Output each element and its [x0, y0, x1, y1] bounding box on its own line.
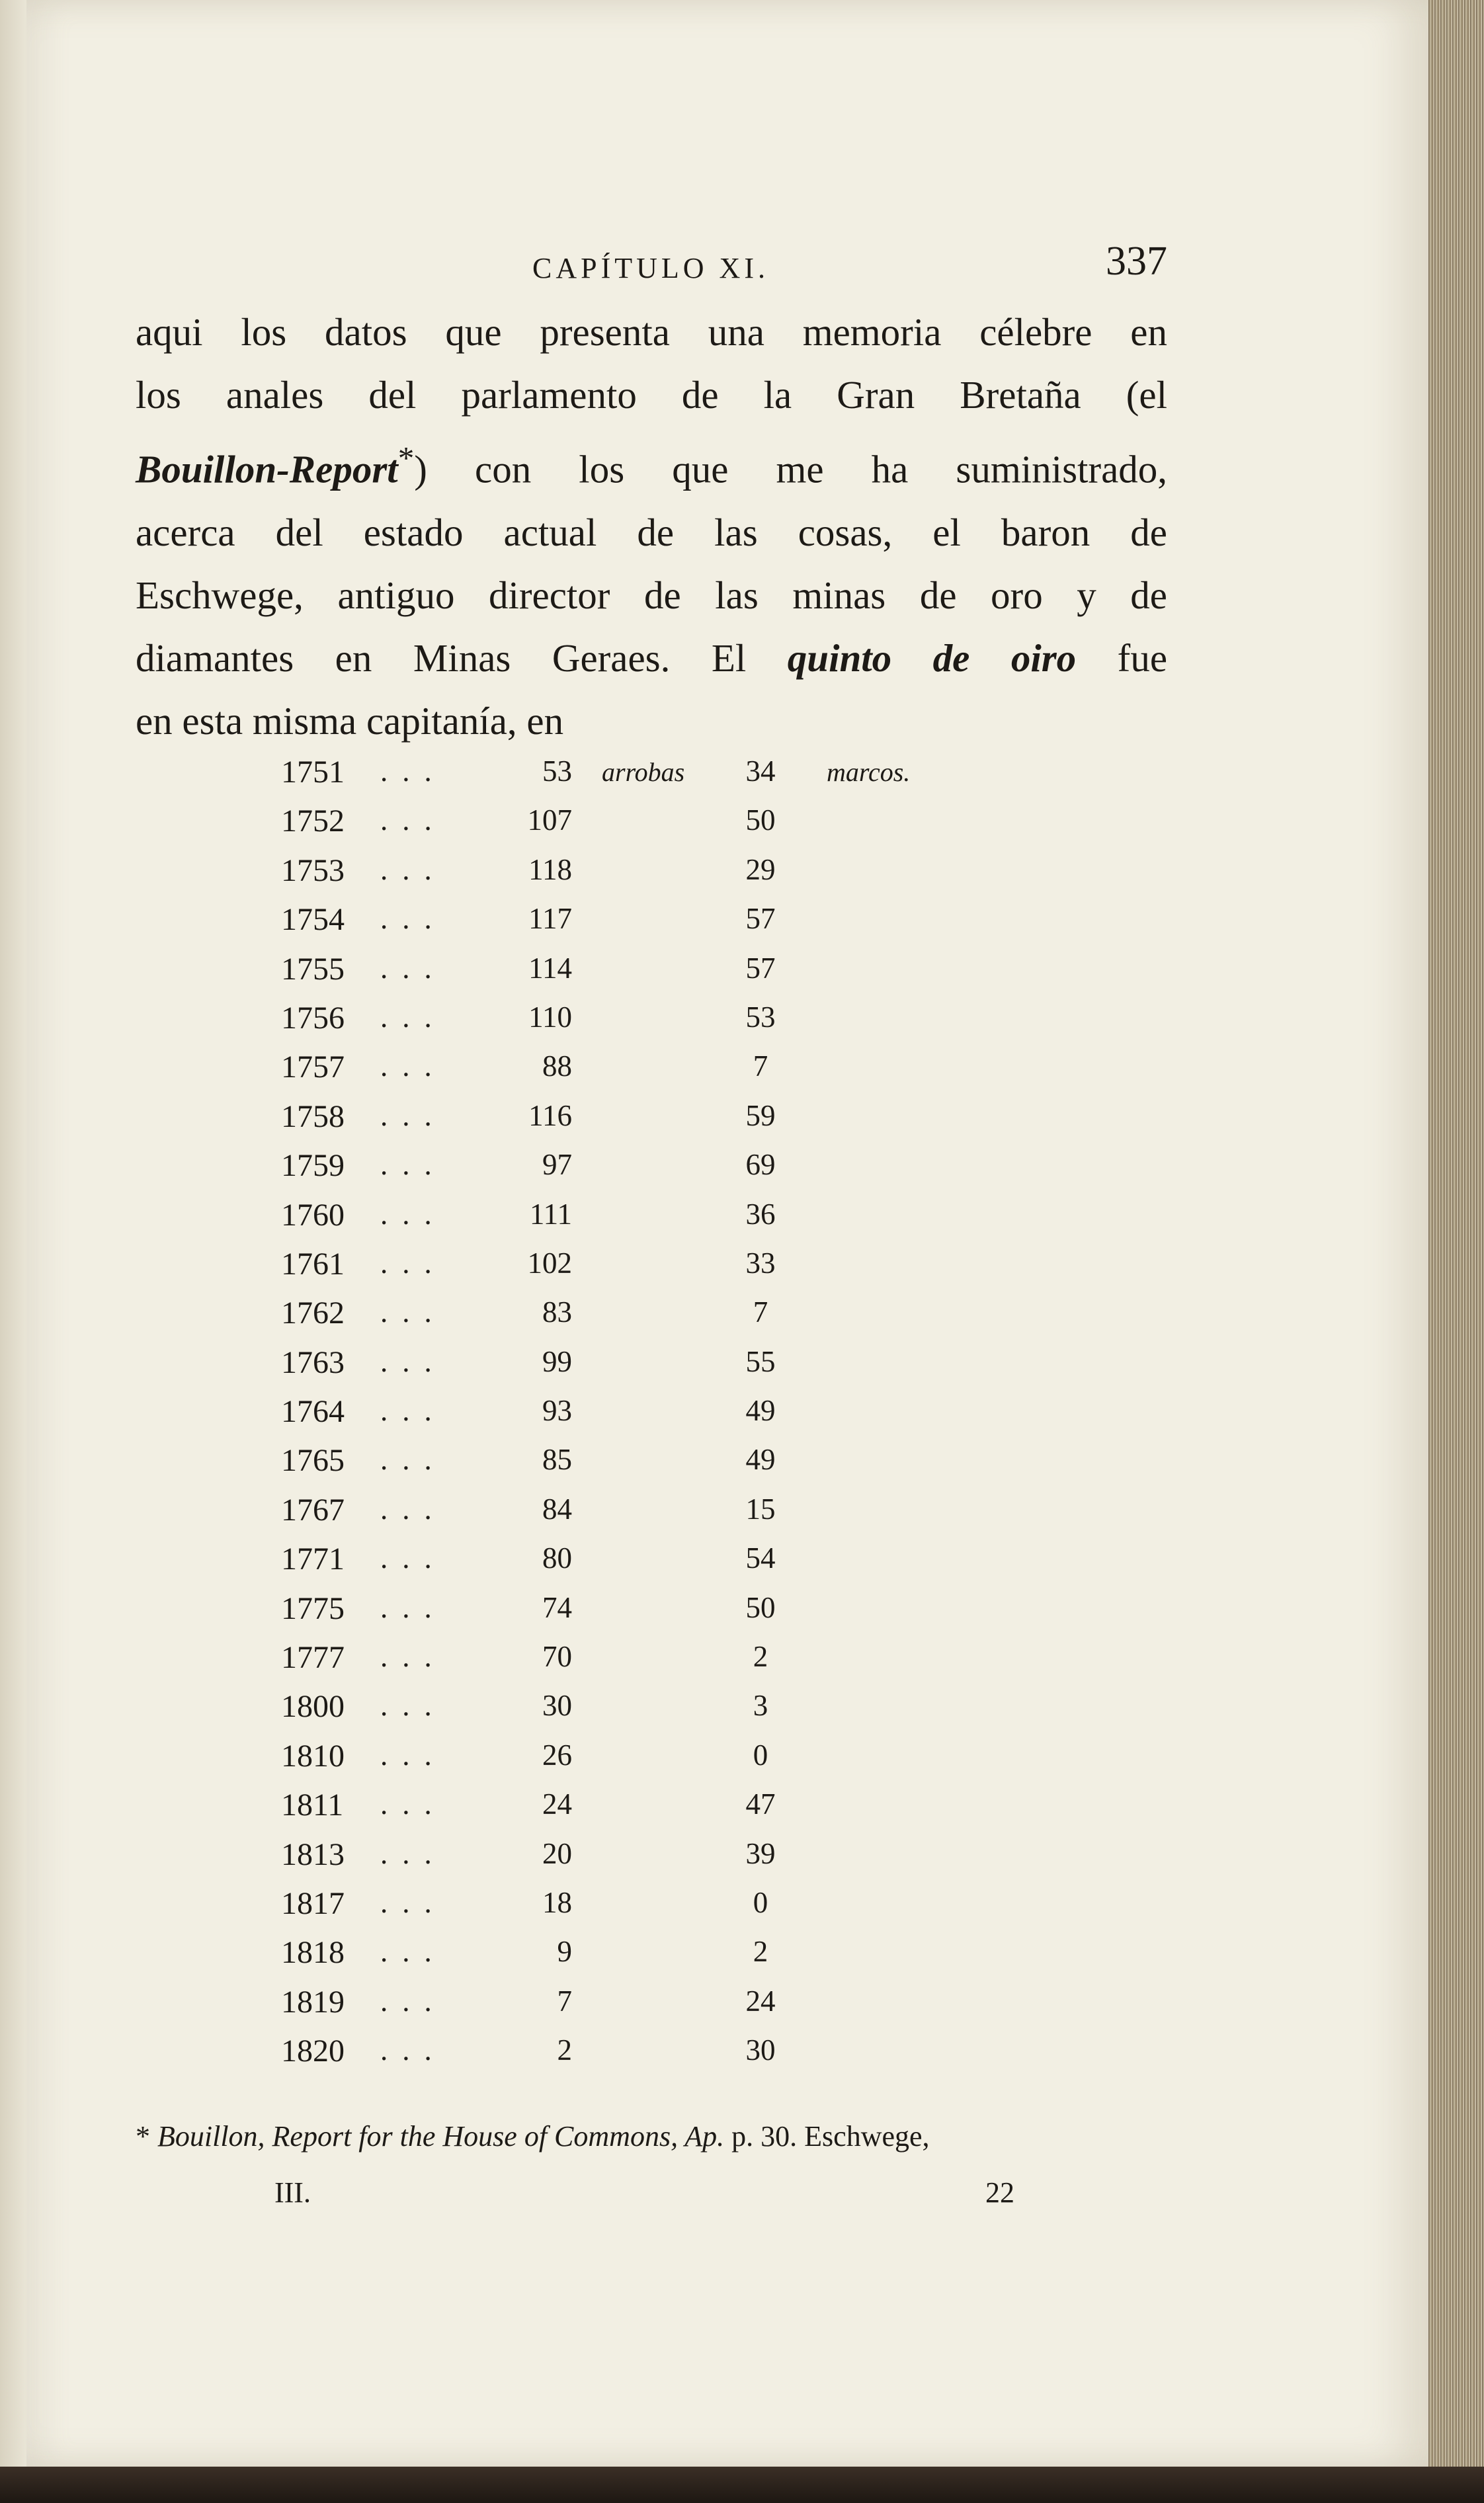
year-cell: 1761: [281, 1246, 345, 1282]
table-row: [268, 1738, 929, 1787]
year-cell: 1762: [281, 1295, 345, 1331]
text-fragment: diamantes en Minas Geraes. El: [136, 636, 747, 680]
arrobas-unit: arrobas: [602, 757, 685, 787]
table-row: [268, 1836, 929, 1885]
arrobas-cell: 107: [527, 803, 572, 837]
arrobas-cell: 9: [557, 1935, 572, 1969]
leader-dots: ...: [380, 1640, 446, 1674]
table-row: [268, 1295, 929, 1344]
leader-dots: ...: [380, 1984, 446, 2018]
year-cell: 1757: [281, 1049, 345, 1085]
marcos-cell: 47: [745, 1787, 776, 1821]
running-head: [136, 238, 1167, 298]
book-spine-edge: [0, 0, 26, 2503]
arrobas-cell: 26: [542, 1738, 572, 1772]
leader-dots: ...: [380, 1443, 446, 1477]
table-row: [268, 1492, 929, 1541]
arrobas-cell: 2: [557, 2033, 572, 2067]
year-cell: 1813: [281, 1836, 345, 1872]
marcos-cell: 59: [745, 1098, 776, 1132]
text-line: Eschwege, antiguo director de las minas de oro y de: [136, 573, 1167, 617]
leader-dots: ...: [380, 951, 446, 985]
arrobas-cell: 20: [542, 1836, 572, 1870]
footnote-citation: Bouillon, Report for the House of Commons, Ap.: [157, 2120, 725, 2153]
table-row: [268, 1984, 929, 2033]
marcos-cell: 57: [745, 902, 776, 936]
year-cell: 1820: [281, 2033, 345, 2069]
leader-dots: ...: [380, 1000, 446, 1034]
marcos-cell: 54: [745, 1541, 776, 1575]
table-row: [268, 852, 929, 901]
arrobas-cell: 97: [542, 1148, 572, 1182]
text-line: aqui los datos que presenta una memoria célebre en: [136, 310, 1167, 354]
text-line: en esta misma capitanía, en: [136, 698, 564, 743]
marcos-cell: 3: [753, 1689, 768, 1723]
table-row: [268, 1393, 929, 1442]
year-cell: 1811: [281, 1787, 344, 1823]
table-row: [268, 901, 929, 950]
year-cell: 1753: [281, 852, 345, 888]
table-row: [268, 1098, 929, 1147]
page-block-edge: [1428, 0, 1484, 2503]
marcos-unit: marcos.: [827, 757, 911, 787]
marcos-cell: 33: [745, 1246, 776, 1280]
table-row: [268, 2033, 929, 2082]
arrobas-cell: 84: [542, 1492, 572, 1526]
arrobas-cell: 99: [542, 1344, 572, 1378]
sheet-signature: 22: [985, 2176, 1014, 2209]
table-row: [268, 1442, 929, 1491]
marcos-cell: 15: [745, 1492, 776, 1526]
arrobas-cell: 85: [542, 1443, 572, 1477]
year-cell: 1754: [281, 902, 345, 938]
table-row: [268, 803, 929, 852]
footnote: [136, 2119, 1167, 2153]
year-cell: 1763: [281, 1344, 345, 1380]
year-cell: 1765: [281, 1443, 345, 1479]
year-cell: 1759: [281, 1148, 345, 1184]
footnote-marker: *: [397, 440, 415, 476]
arrobas-cell: 118: [528, 852, 572, 886]
marcos-cell: 0: [753, 1738, 768, 1772]
leader-dots: ...: [380, 1787, 446, 1821]
marcos-cell: 50: [745, 803, 776, 837]
year-cell: 1755: [281, 951, 345, 987]
marcos-cell: 2: [753, 1935, 768, 1969]
page-number: 337: [1106, 239, 1167, 284]
arrobas-cell: 30: [542, 1689, 572, 1723]
year-cell: 1760: [281, 1197, 345, 1233]
marcos-cell: 24: [745, 1984, 776, 2018]
leader-dots: ...: [380, 803, 446, 837]
arrobas-cell: 80: [542, 1541, 572, 1575]
footnote-reference: p. 30. Eschwege,: [731, 2120, 930, 2153]
leader-dots: ...: [380, 1590, 446, 1624]
year-cell: 1817: [281, 1885, 345, 1921]
table-row: [268, 951, 929, 1000]
arrobas-cell: 70: [542, 1640, 572, 1674]
year-cell: 1818: [281, 1935, 345, 1971]
volume-mark: III.: [274, 2176, 311, 2209]
leader-dots: ...: [380, 1394, 446, 1428]
marcos-cell: 69: [745, 1148, 776, 1182]
leader-dots: ...: [380, 1492, 446, 1526]
year-cell: 1810: [281, 1738, 345, 1774]
arrobas-cell: 83: [542, 1295, 572, 1329]
marcos-cell: 34: [745, 755, 776, 788]
leader-dots: ...: [380, 1098, 446, 1132]
leader-dots: ...: [380, 1885, 446, 1919]
leader-dots: ...: [380, 2033, 446, 2067]
arrobas-cell: 110: [528, 1000, 572, 1034]
leader-dots: ...: [380, 1197, 446, 1231]
marcos-cell: 39: [745, 1836, 776, 1870]
marcos-cell: 36: [745, 1197, 776, 1231]
leader-dots: ...: [380, 1148, 446, 1182]
marcos-cell: 0: [753, 1885, 768, 1919]
arrobas-cell: 116: [528, 1098, 572, 1132]
table-row: [268, 1049, 929, 1098]
gold-production-table: [268, 754, 929, 2082]
year-cell: 1771: [281, 1541, 345, 1577]
leader-dots: ...: [380, 1344, 446, 1378]
text-line: los anales del parlamento de la Gran Bretaña (el: [136, 373, 1167, 417]
book-bottom-edge: [0, 2467, 1484, 2503]
leader-dots: ...: [380, 1689, 446, 1723]
leader-dots: ...: [380, 1246, 446, 1280]
marcos-cell: 49: [745, 1443, 776, 1477]
text-fragment: fue: [1117, 636, 1168, 680]
table-row: [268, 1344, 929, 1393]
marcos-cell: 49: [745, 1394, 776, 1428]
year-cell: 1751: [281, 755, 345, 790]
table-row: [268, 754, 929, 803]
leader-dots: ...: [380, 755, 446, 788]
arrobas-cell: 117: [528, 902, 572, 936]
marcos-cell: 50: [745, 1590, 776, 1624]
table-row: [268, 1934, 929, 1983]
leader-dots: ...: [380, 852, 446, 886]
leader-dots: ...: [380, 1049, 446, 1083]
footnote-marker: *: [136, 2120, 150, 2153]
marcos-cell: 2: [753, 1640, 768, 1674]
marcos-cell: 7: [753, 1049, 768, 1083]
arrobas-cell: 18: [542, 1885, 572, 1919]
table-row: [268, 1590, 929, 1639]
table-row: [268, 1688, 929, 1737]
year-cell: 1764: [281, 1394, 345, 1430]
leader-dots: ...: [380, 1738, 446, 1772]
table-row: [268, 1787, 929, 1836]
marcos-cell: 57: [745, 951, 776, 985]
table-row: [268, 1639, 929, 1688]
arrobas-cell: 7: [557, 1984, 572, 2018]
leader-dots: ...: [380, 902, 446, 936]
year-cell: 1777: [281, 1640, 345, 1676]
arrobas-cell: 24: [542, 1787, 572, 1821]
quinto-term: quinto de oiro: [787, 636, 1077, 680]
marcos-cell: 53: [745, 1000, 776, 1034]
year-cell: 1758: [281, 1098, 345, 1134]
text-line: [136, 627, 1167, 690]
year-cell: 1756: [281, 1000, 345, 1036]
arrobas-cell: 102: [527, 1246, 572, 1280]
arrobas-cell: 93: [542, 1394, 572, 1428]
leader-dots: ...: [380, 1541, 446, 1575]
table-row: [268, 1885, 929, 1934]
table-row: [268, 1246, 929, 1295]
arrobas-cell: 111: [529, 1197, 572, 1231]
year-cell: 1800: [281, 1689, 345, 1725]
text-fragment: con los que me ha suministrado,: [475, 447, 1168, 491]
year-cell: 1752: [281, 803, 345, 839]
arrobas-cell: 53: [542, 755, 572, 788]
table-row: [268, 1000, 929, 1049]
signature-line: [136, 2176, 1167, 2215]
arrobas-cell: 114: [528, 951, 572, 985]
year-cell: 1819: [281, 1984, 345, 2020]
leader-dots: ...: [380, 1295, 446, 1329]
arrobas-cell: 88: [542, 1049, 572, 1083]
marcos-cell: 7: [753, 1295, 768, 1329]
table-row: [268, 1541, 929, 1590]
leader-dots: ...: [380, 1935, 446, 1969]
year-cell: 1767: [281, 1492, 345, 1528]
marcos-cell: 55: [745, 1344, 776, 1378]
leader-dots: ...: [380, 1836, 446, 1870]
report-name: Bouillon-Report: [136, 447, 398, 491]
table-row: [268, 1147, 929, 1196]
text-line: Bouillon-Report*) con los que me ha suministrado,: [136, 440, 1168, 491]
marcos-cell: 29: [745, 852, 776, 886]
chapter-heading: CAPÍTULO XI.: [532, 252, 769, 284]
marcos-cell: 30: [745, 2033, 776, 2067]
year-cell: 1775: [281, 1590, 345, 1626]
arrobas-cell: 74: [542, 1590, 572, 1624]
body-paragraph: [136, 301, 1167, 753]
table-row: [268, 1197, 929, 1246]
text-line: acerca del estado actual de las cosas, el baron de: [136, 510, 1167, 554]
